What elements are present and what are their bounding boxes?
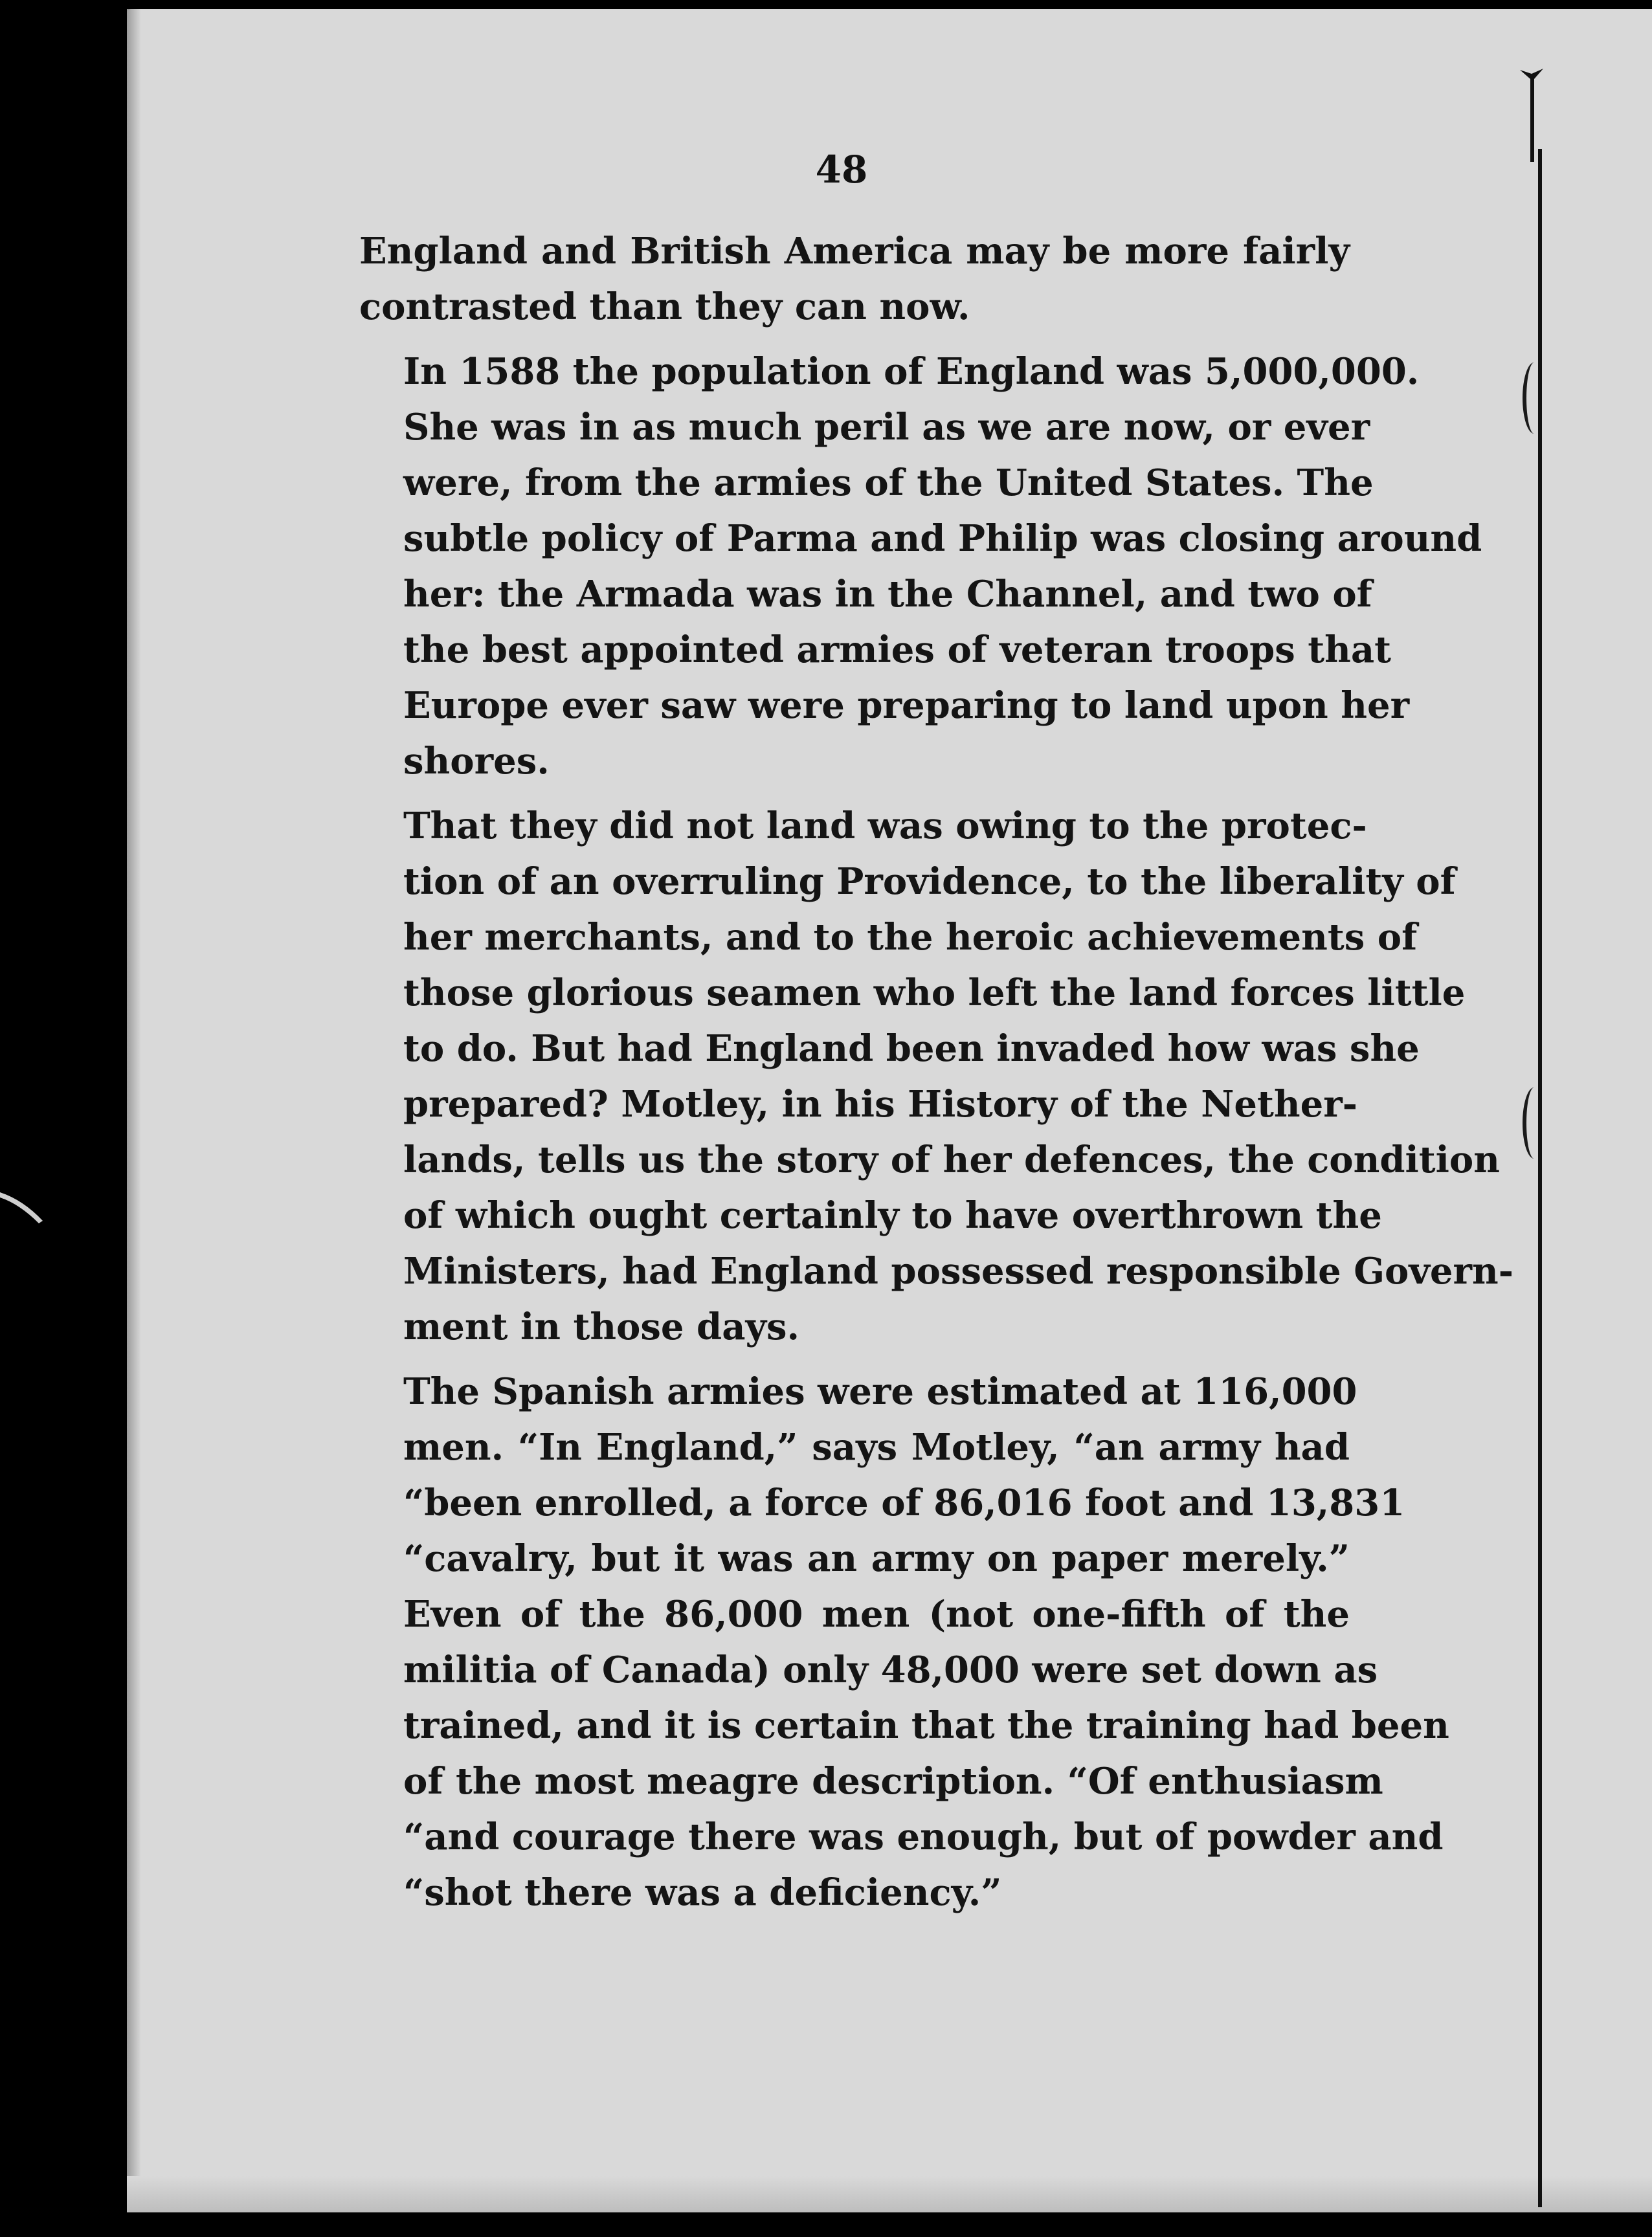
text-line: those glorious seamen who left the land forces little [403,972,1466,1014]
text-line: men. “In England,” says Motley, “an army had [403,1426,1350,1469]
text-line: trained, and it is certain that the training had been [403,1704,1449,1747]
text-line: militia of Canada) only 48,000 were set down as [403,1649,1378,1691]
text-line: of the most meagre description. “Of enthusiasm [403,1760,1383,1803]
text-line: “been enrolled, a force of 86,016 foot and 13,831 [403,1482,1405,1524]
binding-notch [1523,362,1546,434]
body-text [359,223,1513,1930]
paragraph [359,1364,1449,1920]
text-line: subtle policy of Parma and Philip was closing around [403,517,1482,560]
text-line: lands, tells us the story of her defences, the condition [403,1139,1500,1181]
text-line: “cavalry, but it was an army on paper merely.” [403,1537,1350,1580]
text-line: England and British America may be more fairly [359,230,1350,273]
text-line: tion of an overruling Providence, to the liberality of [403,860,1456,903]
text-line: In 1588 the population of England was 5,000,000. [403,350,1420,393]
text-line: to do. But had England been invaded how was she [403,1027,1420,1070]
paragraph [359,344,1482,789]
page-number: 48 [815,148,868,192]
text-line: her: the Armada was in the Channel, and two of [403,573,1372,616]
text-line: Ministers, had England possessed responsible Govern- [403,1250,1513,1293]
text-line: She was in as much peril as we are now, or ever [403,406,1370,449]
text-line: her merchants, and to the heroic achievements of [403,916,1418,959]
text-line: “and courage there was enough, but of powder and [403,1816,1444,1858]
text-line: ment in those days. [403,1306,800,1348]
text-line: Even of the 86,000 men (not one-fifth of the [403,1593,1350,1636]
text-line: the best appointed armies of veteran troops that [403,629,1392,671]
binding-notch [1523,1087,1546,1159]
binding-tack-icon [1519,65,1545,162]
paragraph [359,798,1513,1355]
text-line: The Spanish armies were estimated at 116,000 [403,1370,1357,1413]
page-edge-shadow [127,9,141,2212]
page-bottom-edge [127,2176,1652,2212]
text-line: “shot there was a deficiency.” [403,1871,1002,1914]
text-line: Europe ever saw were preparing to land upon her [403,684,1410,727]
text-line: prepared? Motley, in his History of the Nether- [403,1083,1357,1126]
text-line: shores. [403,740,550,783]
paragraph [359,223,1350,335]
text-line: of which ought certainly to have overthrown the [403,1194,1382,1237]
text-line: That they did not land was owing to the protec- [403,805,1367,847]
text-line: contrasted than they can now. [359,285,970,328]
margin-mark-icon [0,1191,45,1230]
text-line: were, from the armies of the United States. The [403,462,1374,504]
binding-edge-line [1538,149,1542,2207]
